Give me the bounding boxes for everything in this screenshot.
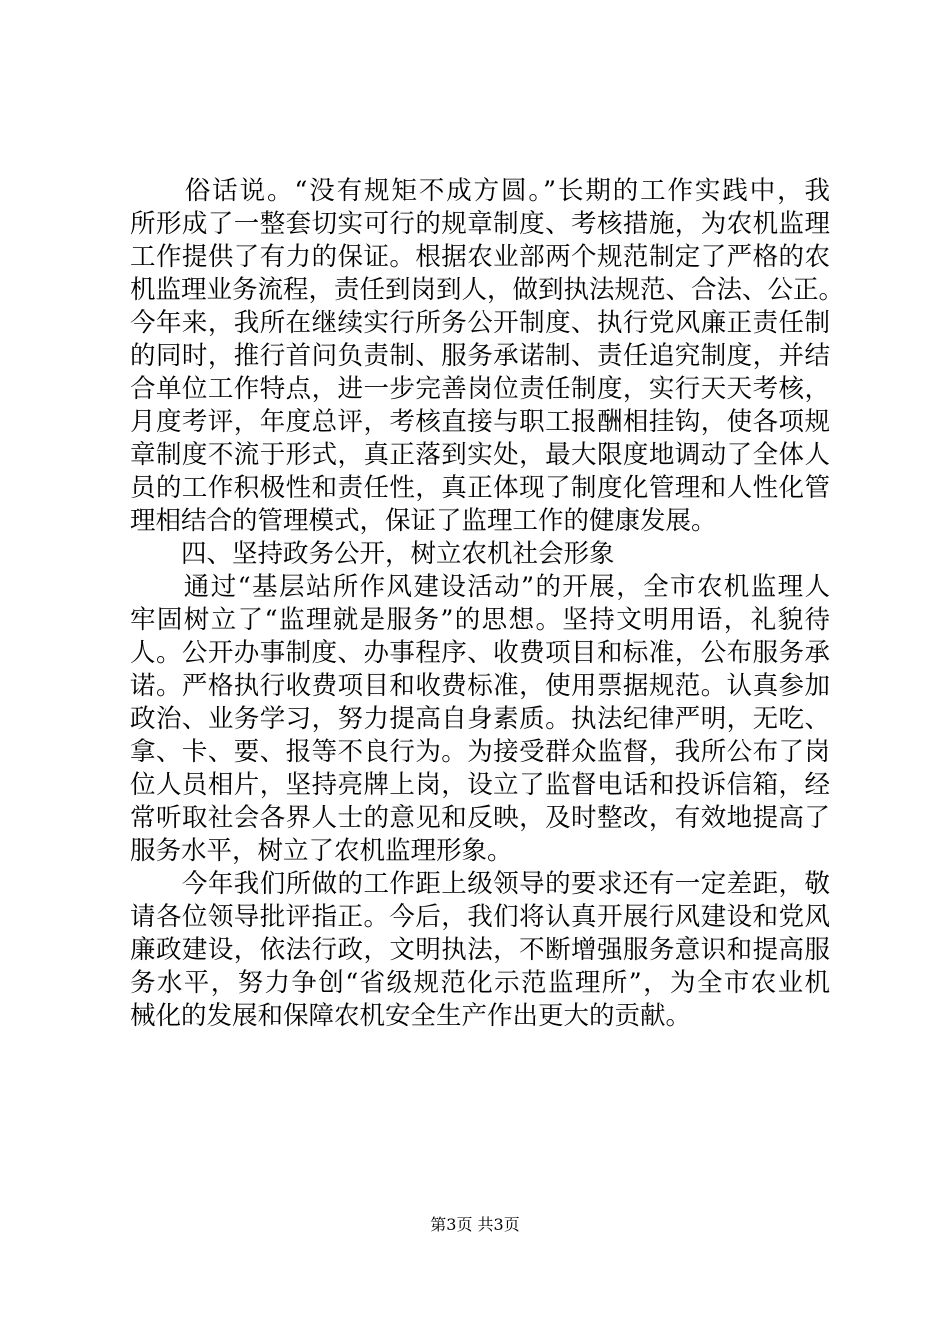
text-line: 今年来，我所在继续实行所务公开制度、执行党风廉正责任制 [130,308,830,338]
text-line: 员的工作积极性和责任性，真正体现了制度化管理和人性化管 [130,473,830,503]
text-line: 俗话说。“没有规矩不成方圆。”长期的工作实践中，我 [130,176,830,206]
text-line: 月度考评，年度总评，考核直接与职工报酬相挂钩，使各项规 [130,407,830,437]
text-line: 械化的发展和保障农机安全生产作出更大的贡献。 [130,1001,692,1031]
text-line: 牢固树立了“监理就是服务”的思想。坚持文明用语，礼貌待 [130,605,830,635]
text-line: 今年我们所做的工作距上级领导的要求还有一定差距，敬 [130,869,830,899]
text-line: 位人员相片，坚持亮牌上岗，设立了监督电话和投诉信箱，经 [130,770,830,800]
text-line: 务水平，努力争创“省级规范化示范监理所”，为全市农业机 [130,968,830,998]
text-line: 政治、业务学习，努力提高自身素质。执法纪律严明，无吃、 [130,704,830,734]
text-line: 请各位领导批评指正。今后，我们将认真开展行风建设和党风 [130,902,830,932]
text-line: 诺。严格执行收费项目和收费标准，使用票据规范。认真参加 [130,671,830,701]
text-line: 所形成了一整套切实可行的规章制度、考核措施，为农机监理 [130,209,830,239]
text-line: 理相结合的管理模式，保证了监理工作的健康发展。 [130,506,717,536]
document-body [130,175,845,1033]
text-line: 章制度不流于形式，真正落到实处，最大限度地调动了全体人 [130,440,830,470]
text-line: 常听取社会各界人士的意见和反映，及时整改，有效地提高了 [130,803,830,833]
text-line: 机监理业务流程，责任到岗到人，做到执法规范、合法、公正。 [130,275,845,305]
page-number-footer: 第3页 共3页 [430,1215,520,1234]
text-line: 通过“基层站所作风建设活动”的开展，全市农机监理人 [130,572,830,602]
text-line: 的同时，推行首问负责制、服务承诺制、责任追究制度，并结 [130,341,830,371]
text-line: 工作提供了有力的保证。根据农业部两个规范制定了严格的农 [130,242,830,272]
text-line: 拿、卡、要、报等不良行为。为接受群众监督，我所公布了岗 [130,737,830,767]
text-line: 廉政建设，依法行政，文明执法，不断增强服务意识和提高服 [130,935,830,965]
text-line: 合单位工作特点，进一步完善岗位责任制度，实行天天考核， [130,374,830,404]
text-line: 服务水平，树立了农机监理形象。 [130,836,513,866]
text-line: 人。公开办事制度、办事程序、收费项目和标准，公布服务承 [130,638,830,668]
section-heading: 四、坚持政务公开，树立农机社会形象 [130,539,615,569]
